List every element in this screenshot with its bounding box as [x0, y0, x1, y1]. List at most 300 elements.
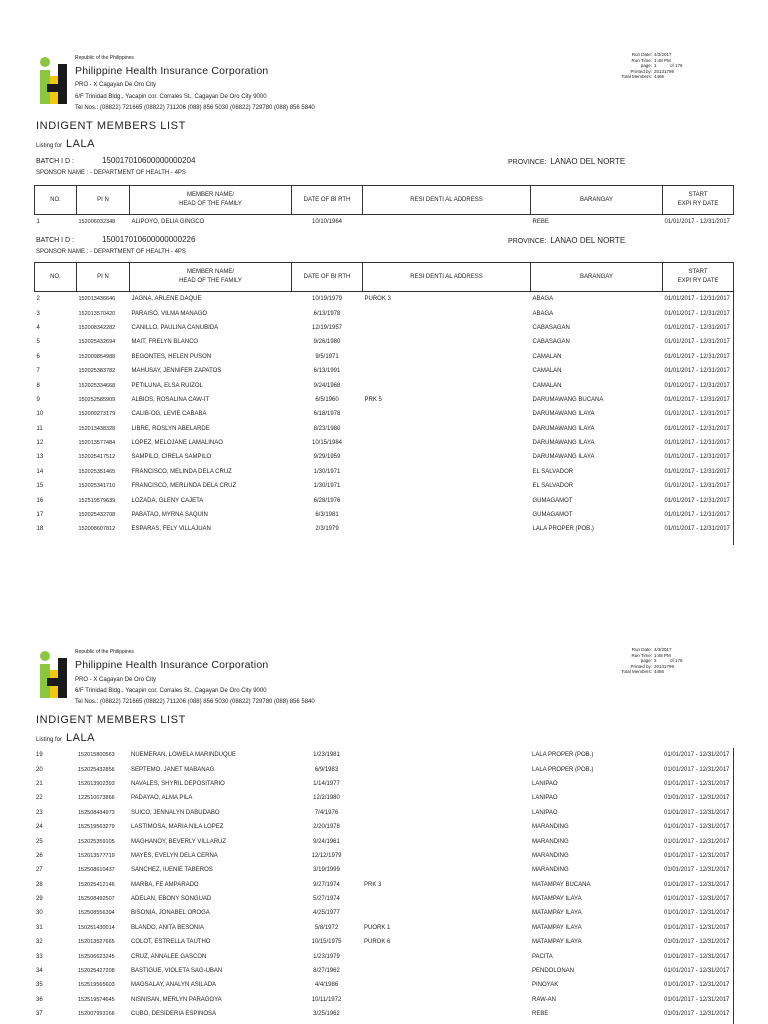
total-members: 4486 — [654, 74, 665, 79]
row-pin: 152025383782 — [78, 368, 116, 375]
row-dob: 3/25/1962 — [313, 1011, 340, 1018]
table-row — [35, 508, 734, 522]
row-dob: 10/15/1984 — [311, 440, 343, 447]
col-dob: DATE OF BI RTH — [292, 263, 363, 292]
row-member-name: LASTIMOSA, MARIA NILA LOPEZ — [131, 824, 224, 831]
row-address — [362, 993, 530, 1007]
col-address: RESI DENTI AL ADDRESS — [363, 186, 531, 215]
republic-label: Republic of the Philippines — [75, 55, 134, 61]
row-pin: 152008342282 — [78, 324, 116, 331]
row-validity: 01/01/2017 - 12/31/2017 — [664, 411, 730, 418]
row-barangay: RAW-AN — [532, 996, 556, 1003]
row-barangay: MATAMPAY BUCANA — [532, 881, 591, 888]
table-row — [34, 791, 733, 805]
members-table-batch-2 — [34, 262, 734, 537]
row-barangay: ABAGA — [532, 296, 554, 303]
row-member-name: ADELAN, EBONY SONGUAD — [131, 896, 212, 903]
row-dob: 1/30/1971 — [313, 483, 341, 490]
row-barangay: DARUMAWANG BUCANA — [532, 396, 604, 403]
row-pin: 152508492507 — [78, 896, 115, 903]
table-row — [35, 292, 734, 307]
col-start: START — [688, 192, 708, 198]
col-start-expiry — [663, 263, 734, 292]
row-barangay: DARUMAWANG ILAYA — [532, 425, 595, 432]
table-row — [34, 949, 733, 963]
page-total: of 176 — [670, 658, 683, 663]
row-dob: 1/23/1981 — [313, 752, 340, 759]
sponsor-name: SPONSOR NAME : - DEPARTMENT OF HEALTH - 4PS — [36, 249, 186, 255]
row-no: 24 — [36, 824, 43, 831]
table-right-edge — [733, 290, 734, 545]
report-page-2 — [0, 600, 768, 1024]
row-dob: 6/9/1983 — [314, 766, 339, 773]
batch-id — [36, 156, 195, 165]
row-validity: 01/01/2017 - 12/31/2017 — [664, 867, 730, 874]
row-pin: 152025412146 — [78, 881, 115, 888]
row-validity: 01/01/2017 - 12/31/2017 — [664, 296, 730, 303]
row-dob: 1/23/1979 — [313, 953, 340, 960]
row-member-name: MAGHANOY, BEVERLY VILLARUZ — [131, 838, 227, 845]
row-dob: 1/30/1971 — [313, 468, 341, 475]
row-pin: 152013577719 — [78, 852, 115, 859]
row-no: 10 — [36, 411, 44, 418]
row-address — [363, 450, 531, 464]
row-dob: 2/3/1979 — [315, 526, 339, 533]
row-validity: 01/01/2017 - 12/31/2017 — [664, 852, 730, 859]
row-pin: 152519565603 — [78, 982, 115, 989]
table-row — [34, 921, 733, 935]
row-barangay: EL SALVADOR — [532, 468, 574, 475]
row-address — [362, 762, 530, 776]
row-address — [362, 748, 530, 762]
row-validity: 01/01/2017 - 12/31/2017 — [664, 454, 730, 461]
table-row — [34, 892, 733, 906]
printed-by: 20131799 — [654, 68, 675, 74]
table-row — [35, 493, 734, 507]
row-pin: 152025432694 — [78, 339, 116, 346]
row-barangay: CABASAGAN — [532, 339, 570, 346]
row-member-name: PABATAO, MYRNA SAQUIN — [131, 512, 208, 519]
row-dob: 12/19/1957 — [311, 324, 343, 331]
row-member-name: SEPTEMO, JANET MABANAG — [131, 766, 215, 773]
row-address: PUROK 3 — [364, 296, 391, 303]
row-validity: 01/01/2017 - 12/31/2017 — [664, 324, 730, 331]
row-pin: 152013570420 — [78, 310, 116, 317]
row-dob: 7/4/1976 — [314, 809, 339, 816]
row-dob: 9/5/1971 — [315, 353, 339, 360]
table-row — [35, 364, 734, 378]
page-number: 2 — [654, 658, 657, 663]
row-no: 25 — [36, 838, 43, 845]
row-barangay: MARANDING — [532, 867, 569, 874]
col-barangay: BARANGAY — [531, 186, 663, 215]
run-date: 4/3/2017 — [654, 647, 672, 652]
run-time-label: Run Time: — [631, 652, 652, 658]
row-validity: 01/01/2017 - 12/31/2017 — [664, 425, 730, 432]
row-barangay: CAMALAN — [532, 382, 562, 389]
run-time: 1:48 PM — [654, 57, 671, 63]
row-validity: 01/01/2017 - 12/31/2017 — [664, 780, 730, 787]
listing-for — [36, 138, 95, 150]
row-address — [362, 906, 530, 920]
row-address — [362, 849, 530, 863]
province-value: LANAO DEL NORTE — [550, 236, 626, 245]
row-no: 16 — [36, 497, 44, 504]
col-member-line2: HEAD OF THE FAMILY — [179, 278, 242, 284]
row-dob: 10/11/1972 — [311, 996, 342, 1003]
row-member-name: ALIPOYO, DELIA GINGCO — [131, 219, 205, 226]
row-member-name: NAVALES, SHYRIL DEPOSITARIO — [131, 780, 225, 787]
row-barangay: LALA PROPER (POB.) — [532, 766, 594, 773]
table-body-batch-1 — [35, 215, 734, 230]
row-pin: 152025432856 — [78, 766, 115, 773]
row-address — [362, 791, 530, 805]
table-row — [35, 407, 734, 421]
row-address — [362, 863, 530, 877]
row-barangay: LALA PROPER (POB.) — [532, 526, 594, 533]
row-barangay: EL SALVADOR — [532, 483, 574, 490]
row-no: 33 — [36, 953, 43, 960]
republic-label: Republic of the Philippines — [75, 649, 134, 655]
printed-by-label: Printed by: — [630, 68, 652, 74]
row-address — [363, 493, 531, 507]
row-member-name: BASTIGUE, VIOLETA SAG-UBAN — [131, 968, 223, 975]
page-label: page: — [640, 658, 652, 663]
row-dob: 9/24/1968 — [313, 382, 341, 389]
row-member-name: PETILUNA, ELSA RUIZOL — [131, 382, 203, 389]
row-no: 32 — [36, 939, 43, 946]
row-no: 35 — [36, 982, 43, 989]
table-body-batch-2 — [35, 292, 734, 537]
row-validity: 01/01/2017 - 12/31/2017 — [664, 795, 730, 802]
row-no: 14 — [36, 468, 44, 475]
row-address — [363, 321, 531, 335]
batch-id — [36, 235, 195, 244]
table-row — [35, 335, 734, 349]
total-members: 4486 — [654, 669, 665, 674]
row-dob: 12/2/1980 — [313, 795, 340, 802]
row-dob: 2/20/1978 — [313, 824, 340, 831]
col-member-line1: MEMBER NAME/ — [186, 269, 234, 275]
row-member-name: BEGONTES, HELEN PUSON — [131, 353, 212, 360]
table-header — [35, 186, 734, 215]
row-barangay: MARANDING — [532, 824, 569, 831]
row-barangay: CAMALAN — [532, 353, 562, 360]
row-barangay: DARUMAWANG ILAYA — [532, 440, 595, 447]
batch-label: BATCH I D : — [36, 237, 74, 244]
row-dob: 6/13/1978 — [313, 310, 341, 317]
row-pin: 152519579639 — [78, 497, 116, 504]
row-validity: 01/01/2017 - 12/31/2017 — [664, 497, 730, 504]
table-row — [34, 978, 733, 992]
col-no: NO. — [35, 263, 77, 292]
row-address — [363, 215, 531, 230]
row-validity: 01/01/2017 - 12/31/2017 — [664, 838, 730, 845]
row-member-name: SANCHEZ, IUENIE TABEROS — [131, 867, 213, 874]
row-validity: 01/01/2017 - 12/31/2017 — [664, 483, 730, 490]
row-dob: 5/8/1972 — [314, 924, 339, 931]
row-dob: 6/13/1991 — [313, 368, 341, 375]
row-validity: 01/01/2017 - 12/31/2017 — [664, 368, 730, 375]
row-validity: 01/01/2017 - 12/31/2017 — [664, 881, 730, 888]
row-no: 22 — [36, 795, 43, 802]
row-member-name: JAGNA, ARLENE DAQUE — [131, 296, 202, 303]
row-member-name: BISONIA, JONABEL OROGA — [131, 910, 210, 917]
row-barangay: PENDOLONAN — [532, 968, 575, 975]
col-pin: PI N — [77, 186, 130, 215]
row-validity: 01/01/2017 - 12/31/2017 — [664, 1011, 730, 1018]
row-pin: 152025417512 — [78, 454, 116, 461]
row-no: 1 — [36, 219, 40, 226]
province — [508, 157, 625, 166]
row-dob: 3/19/1999 — [313, 867, 340, 874]
col-pin: PI N — [77, 263, 130, 292]
row-address — [362, 964, 530, 978]
row-pin: 152025359105 — [78, 838, 115, 845]
run-date-label: Run Date: — [631, 647, 652, 652]
row-barangay: MATAMPAY ILAYA — [532, 896, 582, 903]
row-no: 17 — [36, 512, 44, 519]
row-barangay: MARANDING — [532, 852, 569, 859]
row-no: 8 — [36, 382, 40, 389]
run-time: 1:48 PM — [654, 652, 671, 658]
row-barangay: DARUMAWANG ILAYA — [532, 454, 595, 461]
row-no: 21 — [36, 780, 43, 787]
philhealth-logo — [36, 650, 68, 698]
row-pin: 152015800563 — [78, 752, 115, 759]
row-address: PUROK 6 — [364, 939, 391, 946]
listing-label: Listing for — [36, 143, 63, 149]
col-dob: DATE OF BI RTH — [292, 186, 363, 215]
table-row — [34, 777, 733, 791]
col-member — [130, 186, 292, 215]
row-barangay: MATAMPAY ILAYA — [532, 924, 582, 931]
report-title: INDIGENT MEMBERS LIST — [36, 120, 186, 132]
row-no: 34 — [36, 968, 43, 975]
col-address: RESI DENTI AL ADDRESS — [363, 263, 531, 292]
row-pin: 150251430014 — [78, 924, 115, 931]
row-no: 12 — [36, 440, 44, 447]
table-row — [34, 935, 733, 949]
row-address — [362, 834, 530, 848]
page-label: page: — [640, 63, 652, 68]
row-validity: 01/01/2017 - 12/31/2017 — [664, 996, 730, 1003]
table-row — [34, 878, 733, 892]
row-pin: 152519563279 — [78, 824, 115, 831]
row-member-name: FRANCISCO, MELINDA DELA CRUZ — [131, 468, 232, 475]
row-member-name: ESPARAS, FELY VILLAJUAN — [131, 526, 211, 533]
table-row — [35, 422, 734, 436]
row-validity: 01/01/2017 - 12/31/2017 — [664, 953, 730, 960]
members-table-page-2 — [34, 748, 733, 1021]
row-barangay: LANIPAO — [532, 809, 558, 816]
row-pin: 122510073866 — [78, 795, 115, 802]
table-row — [34, 993, 733, 1007]
table-row — [34, 748, 733, 762]
row-address — [362, 806, 530, 820]
table-row — [35, 436, 734, 450]
table-row — [34, 834, 733, 848]
table-row — [35, 215, 734, 230]
row-no: 9 — [36, 396, 40, 403]
row-member-name: LOZADA, GLENY CAJETA — [131, 497, 204, 504]
row-address: PRK 5 — [364, 396, 382, 403]
row-member-name: CUBO, DESIDERIA ESPINOSA — [131, 1011, 217, 1018]
row-barangay: MATAMPAY ILAYA — [532, 910, 582, 917]
row-no: 4 — [36, 324, 40, 331]
col-expiry: EXPI RY DATE — [677, 201, 719, 207]
row-validity: 01/01/2017 - 12/31/2017 — [664, 766, 730, 773]
table-row — [34, 964, 733, 978]
listing-value: LALA — [66, 138, 95, 150]
tel-line: Tel Nos.: (08822) 721665 (08822) 711206 (088) 856 5030 (08822) 729780 (088) 856 5840 — [75, 699, 315, 705]
row-validity: 01/01/2017 - 12/31/2017 — [664, 468, 730, 475]
table-row — [35, 465, 734, 479]
row-no: 13 — [36, 454, 44, 461]
row-member-name: PARAISO, VILMA MANAGO — [131, 310, 208, 317]
row-no: 20 — [36, 766, 43, 773]
members-table-batch-1 — [34, 185, 734, 229]
printed-by: 20131799 — [654, 663, 675, 669]
row-member-name: CANILLO, PAULINA CANUBIDA — [131, 324, 219, 331]
table-row — [34, 863, 733, 877]
row-pin: 152506623245 — [78, 953, 115, 960]
row-barangay: GUMAGAMOT — [532, 497, 573, 504]
row-validity: 01/01/2017 - 12/31/2017 — [664, 752, 730, 759]
row-no: 11 — [36, 425, 43, 432]
row-pin: 150252585909 — [78, 396, 116, 403]
table-row — [35, 378, 734, 392]
row-pin: 152025334668 — [78, 382, 116, 389]
page-total: of 176 — [670, 63, 683, 68]
row-no: 2 — [36, 296, 40, 303]
row-address — [363, 407, 531, 421]
row-member-name: BLANDO, ANITA BESONIA — [131, 924, 204, 931]
row-no: 6 — [36, 353, 40, 360]
table-body-page-2 — [34, 748, 733, 1021]
row-barangay: CABASAGAN — [532, 324, 570, 331]
row-dob: 9/29/1959 — [313, 454, 341, 461]
row-dob: 6/28/1976 — [313, 497, 341, 504]
address-line: 6/F Trinidad Bldg., Yacapin cor. Corrales St., Cagayan De Oro City 9000 — [75, 688, 267, 694]
row-dob: 6/5/1960 — [315, 396, 339, 403]
row-no: 3 — [36, 310, 40, 317]
row-barangay: MARANDING — [532, 838, 569, 845]
row-address — [362, 978, 530, 992]
row-dob: 10/10/1964 — [311, 219, 343, 226]
batch-id-value: 150017010600000000204 — [101, 156, 196, 165]
row-address — [362, 820, 530, 834]
row-member-name: MAGSALAY, ANALYN ASILADA — [131, 982, 217, 989]
col-member — [130, 263, 292, 292]
row-validity: 01/01/2017 - 12/31/2017 — [664, 910, 730, 917]
row-barangay: ABAGA — [532, 310, 554, 317]
row-address — [363, 306, 531, 320]
col-no: NO. — [35, 186, 77, 215]
run-info — [600, 52, 690, 80]
row-pin: 152009273179 — [78, 411, 116, 418]
row-pin: 152508610437 — [78, 867, 115, 874]
row-pin: 152025427208 — [78, 968, 115, 975]
org-name: Philippine Health Insurance Corporation — [75, 65, 269, 77]
row-barangay: REBE — [532, 1011, 549, 1018]
printed-by-label: Printed by: — [630, 663, 652, 669]
philhealth-logo — [36, 56, 68, 104]
row-barangay: GUMAGAMOT — [532, 512, 573, 519]
row-barangay: LALA PROPER (POB.) — [532, 752, 594, 759]
row-dob: 8/27/1962 — [313, 968, 340, 975]
row-pin: 152013436646 — [78, 296, 116, 303]
row-member-name: MAYES, EVELYN DELA CERNA — [131, 852, 218, 859]
row-address — [362, 777, 530, 791]
row-address — [363, 335, 531, 349]
run-info — [600, 647, 690, 675]
row-no: 19 — [36, 752, 43, 759]
row-no: 18 — [36, 526, 44, 533]
row-barangay: REBE — [532, 219, 549, 226]
row-dob: 8/23/1980 — [313, 425, 341, 432]
row-member-name: COLOT, ESTRELLA TAUTHO — [131, 939, 211, 946]
row-dob: 6/3/1981 — [315, 512, 339, 519]
table-row — [34, 762, 733, 776]
row-barangay: PINOYAK — [532, 982, 559, 989]
table-row — [34, 849, 733, 863]
row-address — [362, 892, 530, 906]
row-no: 29 — [36, 896, 43, 903]
table-row — [34, 906, 733, 920]
row-pin: 152508434973 — [78, 809, 115, 816]
row-pin: 152025351465 — [78, 468, 116, 475]
report-title: INDIGENT MEMBERS LIST — [36, 714, 186, 726]
table-row — [35, 350, 734, 364]
col-barangay: BARANGAY — [531, 263, 663, 292]
col-member-line1: MEMBER NAME/ — [186, 192, 234, 198]
row-validity: 01/01/2017 - 12/31/2017 — [664, 809, 730, 816]
row-member-name: NUEMERAN, LOWELA MARINDUQUE — [131, 752, 237, 759]
row-pin: 152013438328 — [78, 425, 116, 432]
listing-label: Listing for — [36, 737, 63, 743]
row-member-name: MAIT, FRELYN BLANCO — [131, 339, 199, 346]
row-address — [363, 479, 531, 493]
row-barangay: CAMALAN — [532, 368, 562, 375]
office-line: PRO - X Cagayan De Oro City — [75, 677, 157, 683]
row-dob: 9/24/1961 — [313, 838, 340, 845]
row-member-name: ALBIOS, ROSALINA CAW-IT — [131, 396, 210, 403]
row-address — [362, 1007, 530, 1021]
row-address — [362, 949, 530, 963]
row-member-name: MAHUSAY, JENNIFER ZAPATOS — [131, 368, 222, 375]
listing-value: LALA — [66, 732, 95, 744]
table-row — [35, 522, 734, 536]
row-pin: 152013902393 — [78, 780, 115, 787]
page-number: 1 — [654, 63, 657, 68]
row-address — [363, 422, 531, 436]
row-address — [363, 522, 531, 536]
total-members-label: Total Members: — [621, 74, 652, 79]
row-validity: 01/01/2017 - 12/31/2017 — [664, 824, 730, 831]
row-barangay: DARUMAWANG ILAYA — [532, 411, 595, 418]
col-member-line2: HEAD OF THE FAMILY — [179, 201, 242, 207]
row-validity: 01/01/2017 - 12/31/2017 — [664, 440, 730, 447]
row-pin: 152025341710 — [78, 483, 116, 490]
row-validity: 01/01/2017 - 12/31/2017 — [664, 982, 730, 989]
address-line: 6/F Trinidad Bldg., Yacapin cor. Corrales St., Cagayan De Oro City 9000 — [75, 94, 267, 100]
col-start: START — [688, 269, 708, 275]
office-line: PRO - X Cagayan De Oro City — [75, 82, 157, 88]
table-row — [34, 806, 733, 820]
row-member-name: MARBA, FE AMPARADO — [131, 881, 199, 888]
row-dob: 4/25/1977 — [313, 910, 340, 917]
